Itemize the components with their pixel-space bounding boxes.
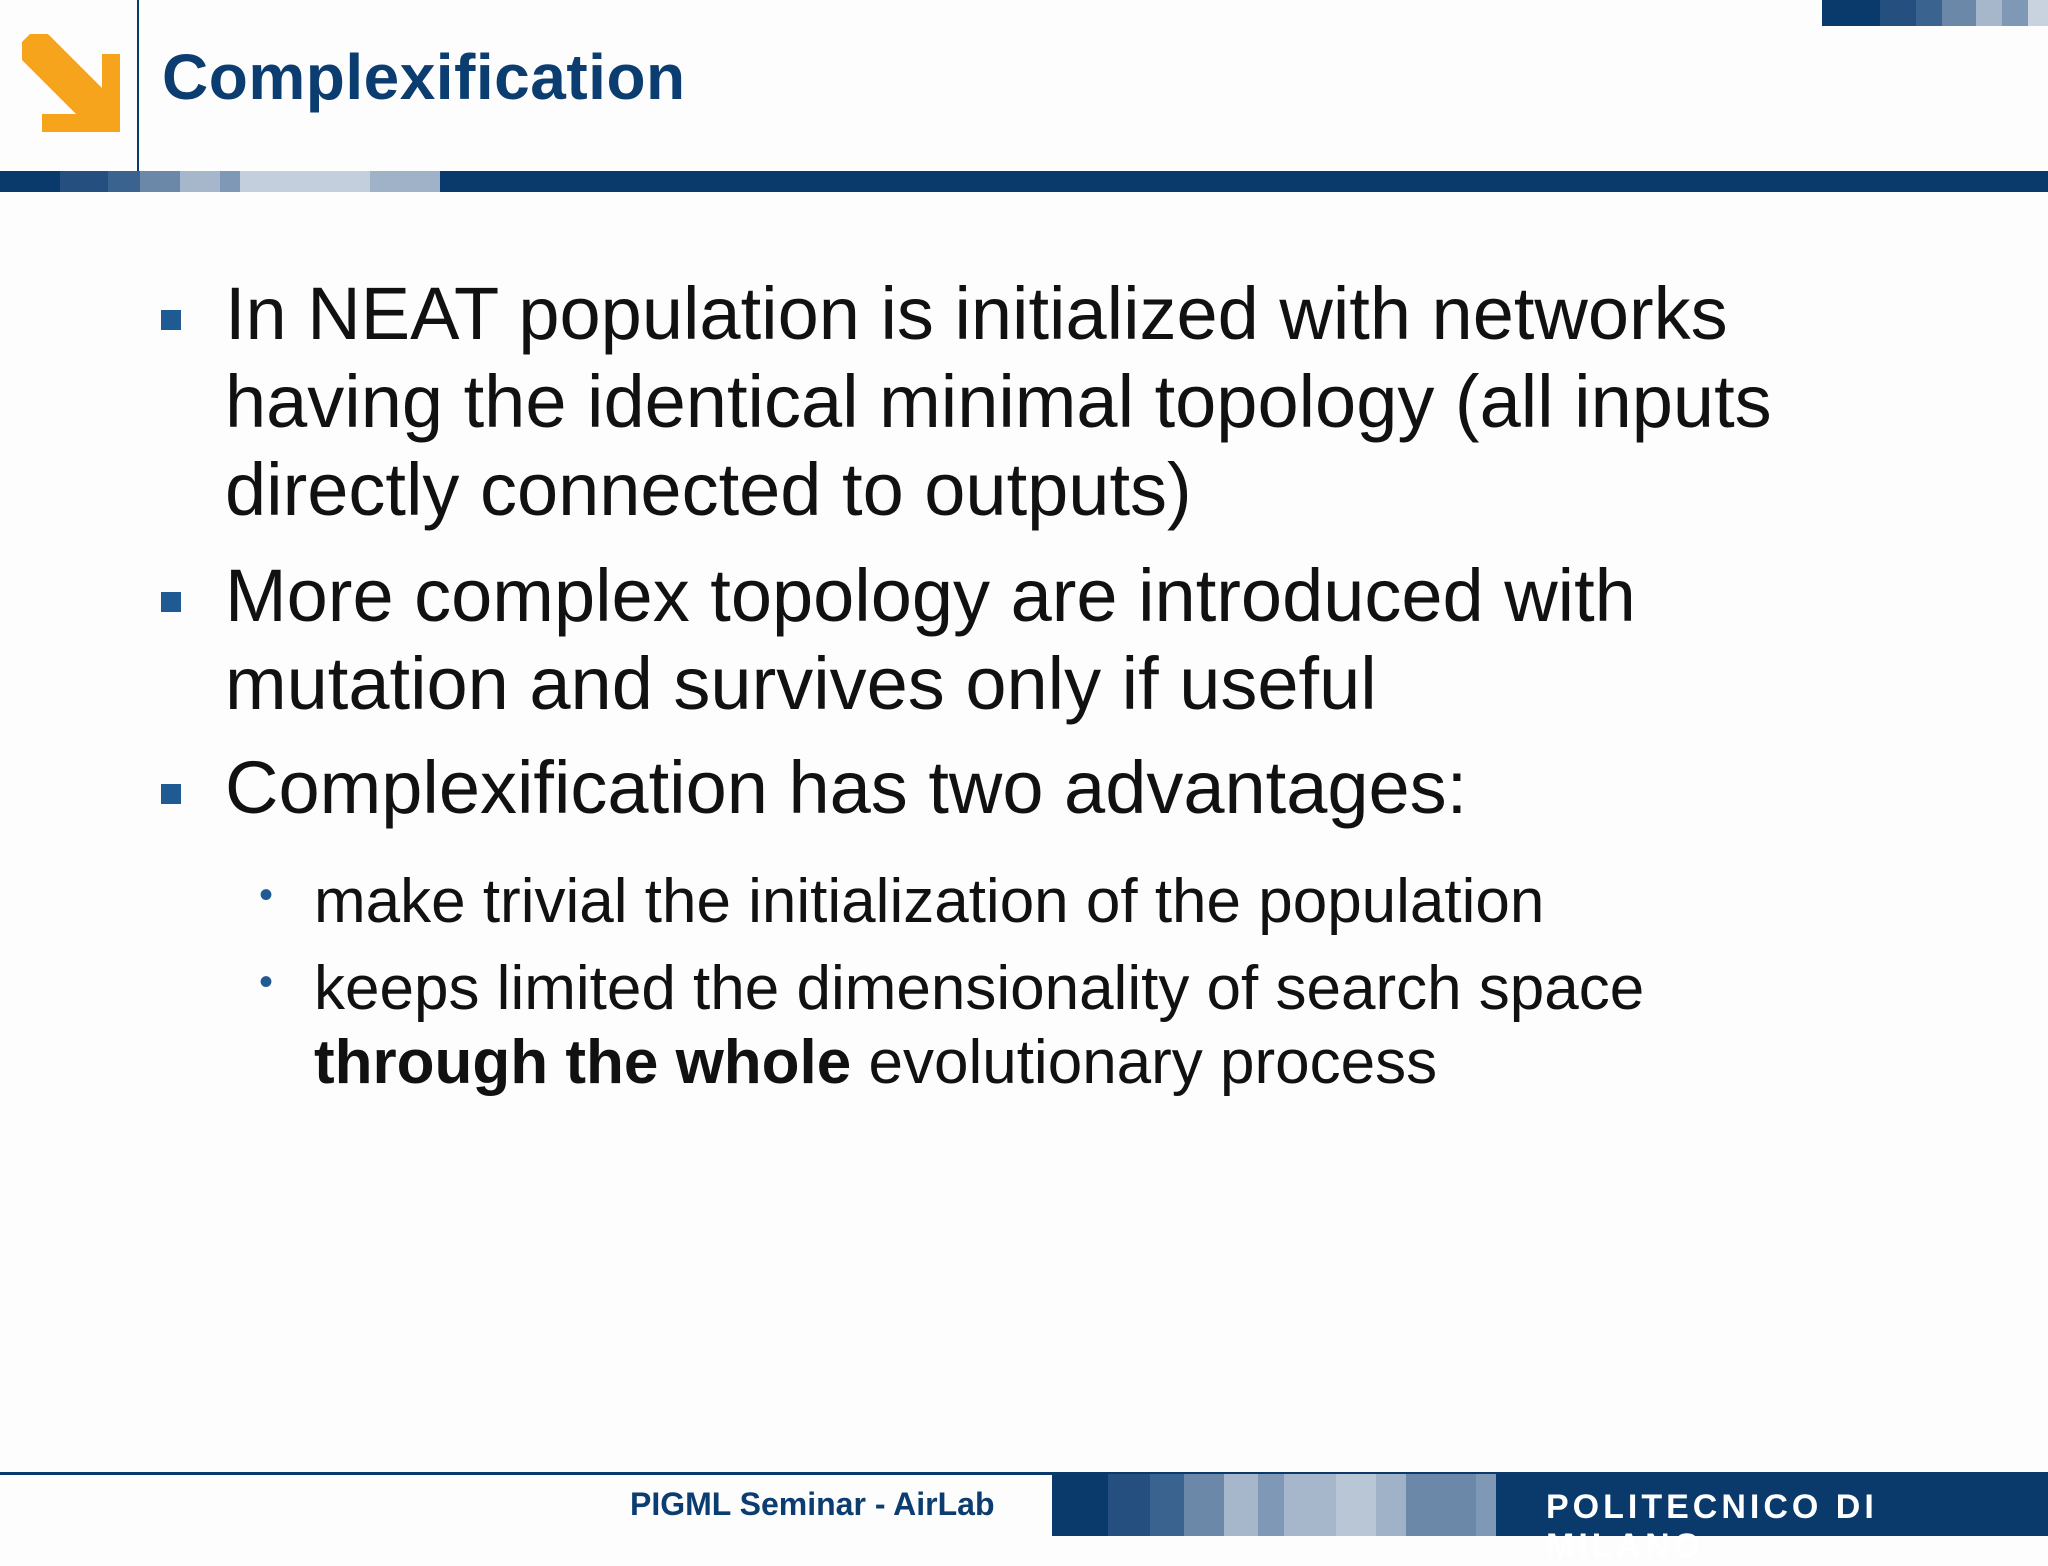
top-right-decorative-stripe <box>1822 0 2048 26</box>
slide-title: Complexification <box>162 41 686 113</box>
university-logo-text: POLITECNICO DI MILANO <box>1546 1488 1878 1565</box>
bullet-square-icon <box>161 784 181 804</box>
slide-header <box>0 0 2048 192</box>
sub-bullet-dot-icon: • <box>259 960 274 1004</box>
bullet-text: In NEAT population is initialized with networks having the identical minimal topology (all inputs directly connected to outputs) <box>225 272 1772 531</box>
bold-emphasis: through the whole <box>314 1028 852 1097</box>
footer-decorative-stripe <box>1052 1474 1496 1536</box>
header-decorative-stripe <box>0 171 2048 192</box>
orange-arrow-down-right-icon <box>18 30 124 136</box>
sub-bullet-dot-icon: • <box>259 873 274 917</box>
bullet-text: Complexification has two advantages: <box>225 746 1468 829</box>
sub-bullet-text: make trivial the initialization of the population <box>314 867 1545 936</box>
slide-footer <box>0 1472 2048 1565</box>
bullet-text: More complex topology are introduced with mutation and survives only if useful <box>225 554 1636 725</box>
footer-seminar-label: PIGML Seminar - AirLab <box>630 1486 995 1522</box>
footer-brand-box <box>1496 1474 2048 1565</box>
header-divider <box>137 0 139 172</box>
bullet-square-icon <box>161 310 181 330</box>
bullet-square-icon <box>161 592 181 612</box>
sub-bullet-text: keeps limited the dimensionality of search space through the whole evolutionary process <box>314 954 1645 1097</box>
